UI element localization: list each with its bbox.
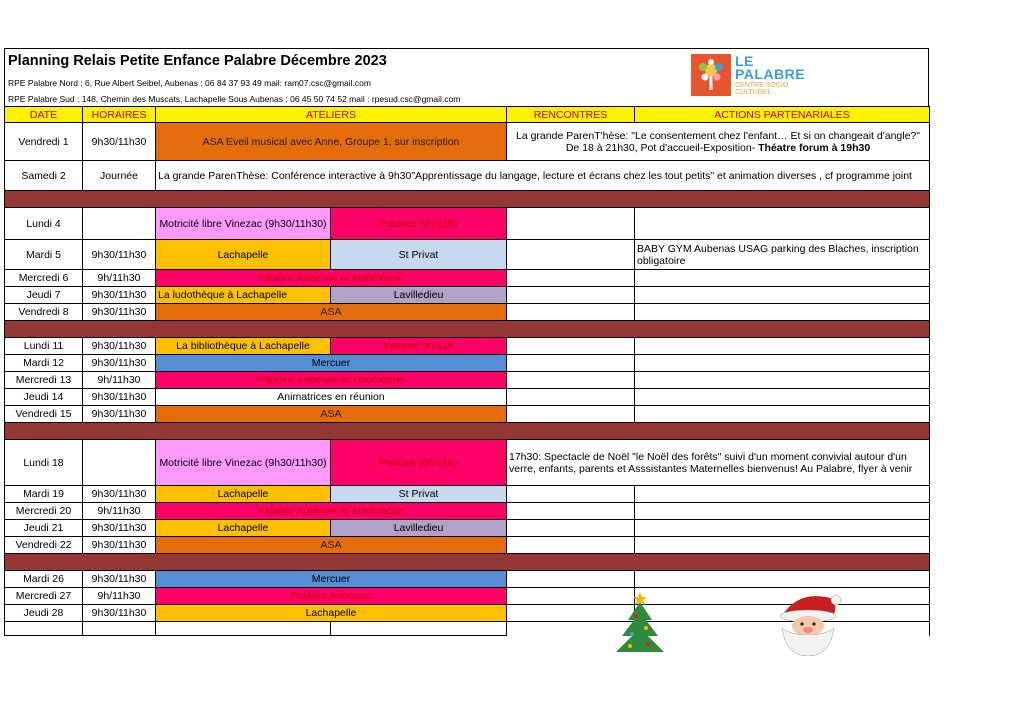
table-row [5, 503, 930, 520]
col-date: DATE [5, 107, 83, 123]
date-cell: Jeudi 28 [5, 605, 83, 622]
atelier-cell: Motricité libre Vinezac (9h30/11h30) [156, 440, 331, 486]
week-separator [5, 191, 930, 208]
action-cell: BABY GYM Aubenas USAG parking des Blaches, inscription obligatoire [635, 240, 930, 270]
time-cell: 9h30/11h30 [83, 537, 156, 554]
planning-table [4, 106, 930, 636]
time-cell: 9h30/11h30 [83, 355, 156, 372]
atelier-cell: Palabre Aubenas [156, 588, 507, 605]
atelier-cell: Lachapelle [156, 486, 331, 503]
atelier-cell: Palabre Aubenas et ludothèque [156, 503, 507, 520]
atelier-cell: Lavilledieu [331, 520, 507, 537]
table-row [5, 123, 930, 161]
time-cell: 9h/11h30 [83, 503, 156, 520]
col-horaires: HORAIRES [83, 107, 156, 123]
logo-text-culturel: CULTUREL [735, 89, 772, 96]
table-row [5, 372, 930, 389]
rencontre-text: La grande ParenT'hèse: "Le consentement chez l'enfant… Et si on changeait d'angle?" De 18 à 21h30, Pot d'accueil-Exposition- [516, 129, 920, 154]
table-row [5, 389, 930, 406]
atelier-cell: Lachapelle [156, 605, 507, 622]
date-cell: Mardi 19 [5, 486, 83, 503]
table-row [5, 406, 930, 423]
atelier-cell: St Privat [331, 486, 507, 503]
table-row [5, 161, 930, 191]
column-header-row [5, 107, 930, 123]
planning-sheet [4, 48, 929, 636]
event-cell: La grande ParenThèse: Conférence interactive à 9h30"Apprentissage du langage, lecture et écrans chez les tout petits" et animation diverses , cf programme joint [156, 161, 930, 191]
table-row [5, 287, 930, 304]
time-cell: 9h/11h30 [83, 588, 156, 605]
time-cell: 9h30/11h30 [83, 287, 156, 304]
sheet-header [4, 48, 929, 106]
table-row [5, 486, 930, 503]
atelier-cell: Mercuer [156, 355, 507, 372]
table-row [5, 537, 930, 554]
date-cell: Mercredi 6 [5, 270, 83, 287]
logo-text-palabre: PALABRE [735, 66, 806, 82]
date-cell: Mardi 5 [5, 240, 83, 270]
date-cell: Lundi 18 [5, 440, 83, 486]
table-row [5, 208, 930, 240]
time-cell: 9h30/11h30 [83, 338, 156, 355]
table-row [5, 304, 930, 321]
date-cell: Mercredi 20 [5, 503, 83, 520]
week-separator [5, 321, 930, 338]
time-cell [83, 440, 156, 486]
date-cell: Lundi 4 [5, 208, 83, 240]
table-row [5, 355, 930, 372]
table-row [5, 240, 930, 270]
atelier-cell: Palabre (9h/11h) [331, 208, 507, 240]
atelier-cell: Animatrices en réunion [156, 389, 507, 406]
time-cell: 9h/11h30 [83, 270, 156, 287]
rencontre-cell [507, 123, 930, 161]
time-cell: 9h30/11h30 [83, 486, 156, 503]
atelier-cell: ASA [156, 406, 507, 423]
date-cell: Jeudi 21 [5, 520, 83, 537]
atelier-cell: ASA Eveil musical avec Anne, Groupe 1, sur inscription [156, 123, 507, 161]
date-cell: Lundi 11 [5, 338, 83, 355]
tree-logo-icon [691, 54, 731, 96]
palabre-logo [691, 53, 821, 99]
atelier-cell: Palabre 9h/11h [331, 338, 507, 355]
atelier-cell: ASA [156, 304, 507, 321]
atelier-cell: La ludothèque à Lachapelle [156, 287, 331, 304]
date-cell: Vendredi 15 [5, 406, 83, 423]
time-cell: 9h30/11h30 [83, 304, 156, 321]
atelier-cell: Palabre Aubenas et ludothèque [156, 270, 507, 287]
col-rencontres: RENCONTRES [507, 107, 635, 123]
time-cell: 9h30/11h30 [83, 571, 156, 588]
atelier-cell: St Privat [331, 240, 507, 270]
time-cell: 9h30/11h30 [83, 406, 156, 423]
time-cell [83, 208, 156, 240]
atelier-cell: Lachapelle [156, 520, 331, 537]
rpe-sud-contact: RPE Palabre Sud : 148, Chemin des Muscats, Lachapelle Sous Aubenas : 06 45 50 74 52 mail : rpesud.csc@gmail.com [8, 94, 461, 104]
time-cell: Journée [83, 161, 156, 191]
date-cell: Jeudi 14 [5, 389, 83, 406]
date-cell: Mardi 12 [5, 355, 83, 372]
atelier-cell: Lavilledieu [331, 287, 507, 304]
date-cell: Vendredi 8 [5, 304, 83, 321]
date-cell: Vendredi 22 [5, 537, 83, 554]
table-row [5, 338, 930, 355]
rencontre-cell: 17h30: Spectacle de Noël "le Noël des forêts" suivi d'un moment convivial autour d'un verre, enfants, parents et Asssistantes Maternelles bienvenus! Au Palabre, flyer à venir [507, 440, 930, 486]
atelier-cell: Palabre Aubenas et ludothèque [156, 372, 507, 389]
page-title: Planning Relais Petite Enfance Palabre Décembre 2023 [8, 53, 387, 69]
date-cell: Vendredi 1 [5, 123, 83, 161]
date-cell: Jeudi 7 [5, 287, 83, 304]
col-ateliers: ATELIERS [156, 107, 507, 123]
christmas-tree-icon [608, 588, 672, 661]
atelier-cell: ASA [156, 537, 507, 554]
date-cell: Samedi 2 [5, 161, 83, 191]
rpe-nord-contact: RPE Palabre Nord : 6, Rue Albert Seibel, Aubenas : 06 84 37 93 49 mail: ram07.csc@gmail.com [8, 78, 371, 88]
time-cell: 9h30/11h30 [83, 389, 156, 406]
atelier-cell: Lachapelle [156, 240, 331, 270]
date-cell: Mardi 26 [5, 571, 83, 588]
atelier-cell: La bibliothèque à Lachapelle [156, 338, 331, 355]
table-row [5, 571, 930, 588]
time-cell: 9h30/11h30 [83, 520, 156, 537]
logo-text-centre: CENTRE SOCIO [735, 82, 789, 89]
time-cell: 9h/11h30 [83, 372, 156, 389]
atelier-cell: Motricité libre Vinezac (9h30/11h30) [156, 208, 331, 240]
date-cell: Mercredi 27 [5, 588, 83, 605]
table-row [5, 440, 930, 486]
time-cell: 9h30/11h30 [83, 240, 156, 270]
col-actions: ACTIONS PARTENARIALES [635, 107, 930, 123]
time-cell: 9h30/11h30 [83, 605, 156, 622]
santa-claus-icon [768, 590, 852, 661]
week-separator [5, 554, 930, 571]
atelier-cell: Mercuer [156, 571, 507, 588]
date-cell: Mercredi 13 [5, 372, 83, 389]
rencontre-bold-text: Théatre forum à 19h30 [758, 141, 871, 154]
table-row [5, 270, 930, 287]
time-cell: 9h30/11h30 [83, 123, 156, 161]
logo-text-le: LE [735, 53, 754, 69]
week-separator [5, 423, 930, 440]
table-row [5, 520, 930, 537]
atelier-cell: Palabre (9h/11h) [331, 440, 507, 486]
